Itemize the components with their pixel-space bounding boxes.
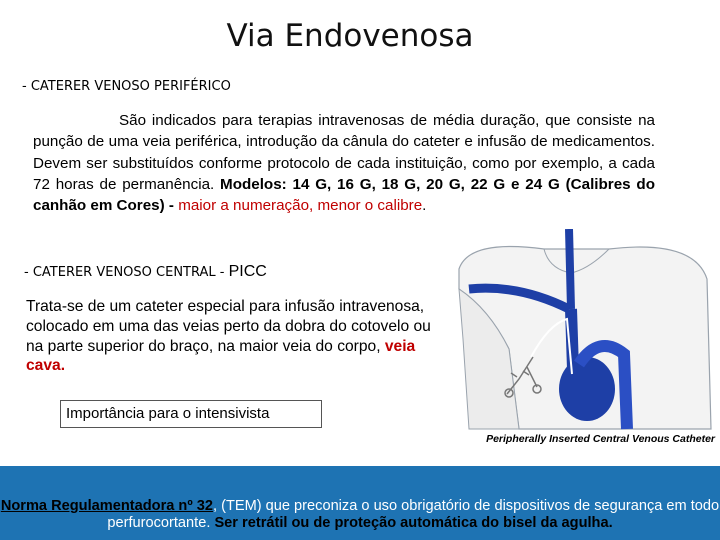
picc-label: PICC <box>228 263 267 280</box>
central-text: Trata-se de um cateter especial para infusão intravenosa, colocado em uma das veias perto da dobra do cotovelo ou na parte superior do braço, na maior veia do corpo, <box>26 298 431 355</box>
figure-caption: Peripherally Inserted Central Venous Catheter <box>486 433 715 445</box>
models-end: . <box>422 197 427 215</box>
models-text: Modelos: 14 G, 16 G, 18 G, 20 G, 22 G e 24 G (Calibres do canhão em Cores) - <box>33 175 655 215</box>
section-heading-peripheral: - CATERER VENOSO PERIFÉRICO <box>22 79 231 94</box>
models-red-text: maior a numeração, menor o calibre <box>178 197 423 215</box>
norma-link[interactable]: Norma Regulamentadora nº 32 <box>0 498 213 514</box>
importance-box: Importância para o intensivista <box>60 400 322 428</box>
central-paragraph <box>26 297 431 376</box>
central-heading-text: - CATERER VENOSO CENTRAL - <box>24 265 225 280</box>
jugular-vein <box>569 229 571 309</box>
picc-illustration <box>449 229 715 431</box>
vena-cava-text: veia cava. <box>26 337 416 375</box>
footer-mid: , (TEM) que preconiza o uso obrigatório de dispositivos de segurança em todo perfurocortante. <box>107 498 720 531</box>
peripheral-text: São indicados para terapias intravenosas de média duração, que consiste na punção de uma veia periférica, introdução da cânula do cateter e infusão de medicamentos. Devem ser substituídos conforme protocolo de cada instituição, como por exemplo, a cada 72 horas de permanência. <box>33 112 655 193</box>
picc-diagram-svg <box>449 229 715 431</box>
peripheral-paragraph <box>33 110 655 216</box>
page-title: Via Endovenosa <box>226 18 474 54</box>
footer-text <box>0 498 720 532</box>
section-heading-central <box>24 263 267 281</box>
heart <box>559 357 615 421</box>
footer-bold: Ser retrátil ou de proteção automática do bisel da agulha. <box>214 515 613 531</box>
